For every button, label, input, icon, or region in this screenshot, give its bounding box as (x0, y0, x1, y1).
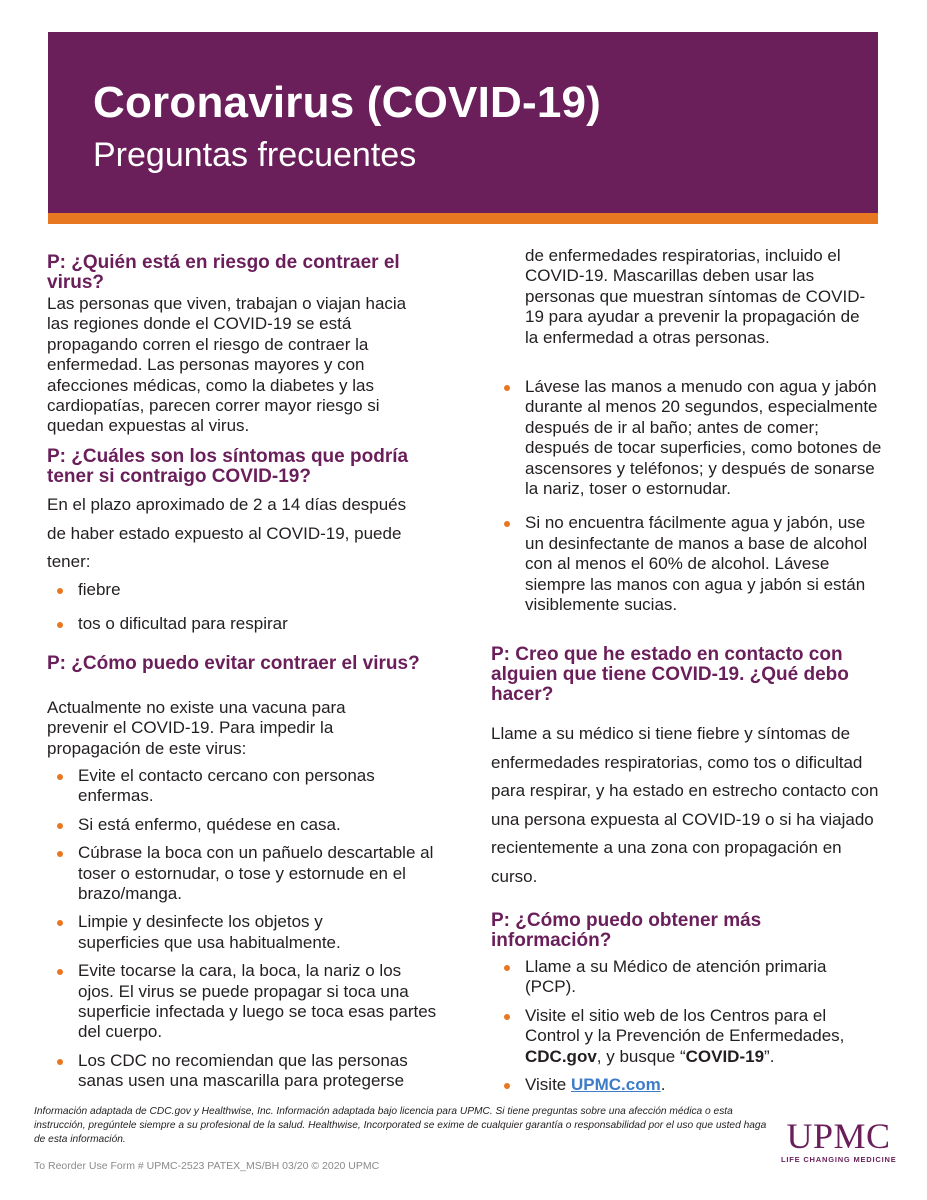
list-item: Cúbrase la boca con un pañuelo descartable al toser o estornudar, o tose y estornude en el brazo/manga. (47, 843, 439, 904)
list-item: Si está enfermo, quédese en casa. (47, 815, 437, 835)
answer-contact: Llame a su médico si tiene fiebre y síntomas de enfermedades respiratorias, como tos o dificultad para respirar, y ha estado en estrecho contacto con una persona expuesta al COVID-19 o si ha viajado recientemente a una zona con propagación en curso. (491, 724, 879, 886)
logo-text: UPMC (786, 1116, 891, 1156)
upmc-logo (781, 1118, 896, 1164)
answer-symptoms: En el plazo aproximado de 2 a 14 días después de haber estado expuesto al COVID-19, puede tener: (47, 495, 407, 572)
page-title: Coronavirus (COVID-19) (93, 78, 602, 127)
list-item: Si no encuentra fácilmente agua y jabón, use un desinfectante de manos a base de alcohol con al menos el 60% de alcohol. Lávese siempre las manos con agua y jabón si están visiblemente sucias. (494, 513, 869, 615)
question-more-info: P: ¿Cómo puedo obtener más información? (491, 910, 762, 951)
list-item: fiebre (47, 580, 439, 600)
search-term: COVID-19 (685, 1046, 765, 1066)
prevention-list (47, 766, 437, 1092)
list-item (494, 1006, 864, 1067)
list-item: Los CDC no recomiendan que las personas sanas usen una mascarilla para protegerse (47, 1051, 439, 1092)
list-item-text: , y busque “ (596, 1046, 686, 1066)
continued-text: de enfermedades respiratorias, incluido el COVID-19. Mascarillas deben usar las personas que muestran síntomas de COVID-19 para ayudar a prevenir la propagación de la enfermedad a otras personas. (525, 246, 866, 347)
question-risk: P: ¿Quién está en riesgo de contraer el virus? (47, 252, 400, 293)
list-item-text: Visite el sitio web de los Centros para el Control y la Prevención de Enfermedades, (525, 1005, 845, 1046)
list-item-text: ”. (764, 1046, 775, 1066)
cdc-site: CDC.gov (525, 1046, 597, 1066)
question-prevention: P: ¿Cómo puedo evitar contraer el virus? (47, 653, 420, 674)
list-item: Evite tocarse la cara, la boca, la nariz o los ojos. El virus se puede propagar si toca una superficie infectada y luego se toca esas partes del cuerpo. (47, 961, 439, 1043)
header-accent-stripe (48, 213, 878, 224)
answer-prevention: Actualmente no existe una vacuna para prevenir el COVID-19. Para impedir la propagación de este virus: (47, 698, 346, 758)
upmc-link[interactable]: UPMC.com (571, 1075, 661, 1095)
symptoms-list (47, 580, 439, 635)
list-item: Llame a su Médico de atención primaria (PCP). (494, 957, 864, 998)
list-item: tos o dificultad para respirar (47, 614, 439, 634)
disclaimer: Información adaptada de CDC.gov y Healthwise, Inc. Información adaptada bajo licencia para UPMC. Si tiene preguntas sobre una afección médica o esta instrucción, pregúntele siempre a su profesional de la salud. Healthwise, Incorporated se exime de cualquier garantía o responsabilidad por el uso que usted haga de esta información. (34, 1106, 767, 1145)
reorder-info: To Reorder Use Form # UPMC-2523 PATEX_MS/BH 03/20 © 2020 UPMC (34, 1160, 380, 1172)
more-info-list (494, 957, 884, 1095)
answer-risk: Las personas que viven, trabajan o viajan hacia las regiones donde el COVID-19 se está propagando corren el riesgo de contraer la enfermedad. Las personas mayores y con afecciones médicas, como la diabetes y las cardiopatías, parecen correr mayor riesgo si quedan expuestas al virus. (47, 294, 407, 436)
question-contact: P: Creo que he estado en contacto con alguien que tiene COVID-19. ¿Qué debo hacer? (491, 644, 849, 705)
list-item: Lávese las manos a menudo con agua y jabón durante al menos 20 segundos, especialmente después de ir al baño; antes de comer; después de tocar superficies, como botones de ascensores y teléfonos; y después de sonarse la nariz, toser o estornudar. (494, 377, 884, 499)
page-subtitle: Preguntas frecuentes (93, 136, 417, 174)
list-item: Limpie y desinfecte los objetos y superficies que usa habitualmente. (47, 912, 387, 953)
list-item-text: . (660, 1075, 666, 1095)
list-item-text: Visite (525, 1075, 567, 1095)
handwashing-list (494, 377, 884, 615)
logo-tagline: LIFE CHANGING MEDICINE (781, 1155, 897, 1164)
list-item (494, 1075, 884, 1095)
list-item: Evite el contacto cercano con personas enfermas. (47, 766, 417, 807)
question-symptoms: P: ¿Cuáles son los síntomas que podría tener si contraigo COVID-19? (47, 446, 409, 487)
